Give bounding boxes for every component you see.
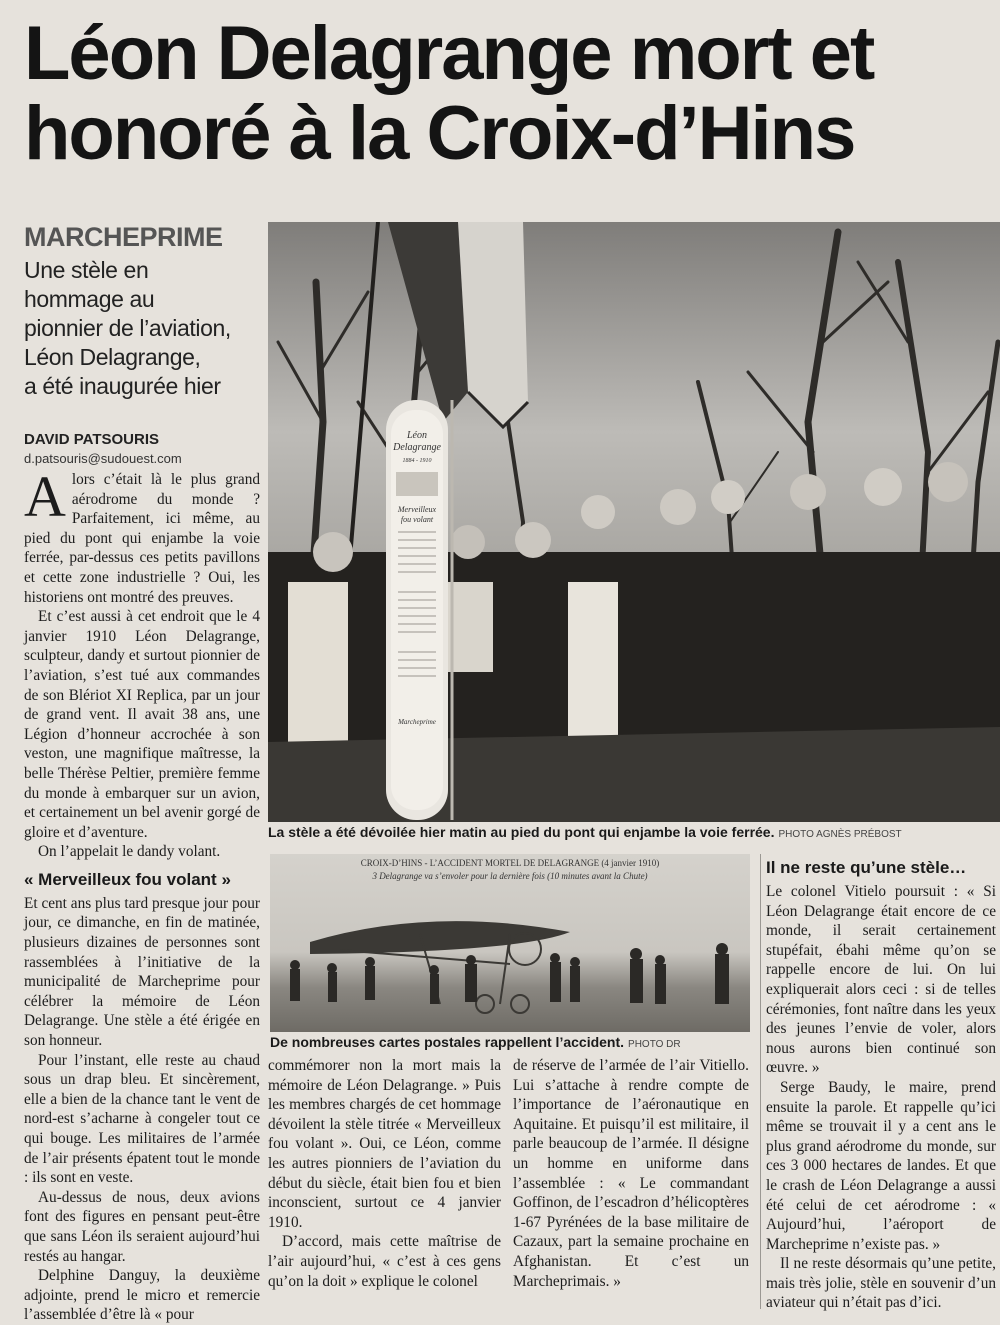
column-divider (760, 854, 761, 1309)
paragraph: Pour l’instant, elle reste au chaud sous un drap bleu. Et sincèrement, elle a bien de la chance tant le vent de nord-est s’acharne à congeler tout ce qui bouge. Les militaires de l’armée de l’air présents épatent tout le monde : ils sont en veste. (24, 1051, 260, 1187)
deck-line: hommage au (24, 286, 155, 312)
deck-line: Léon Delagrange, (24, 344, 201, 370)
postcard-photo (270, 854, 750, 1032)
article-column-4 (766, 856, 996, 1313)
paragraph: de réserve de l’armée de l’air Vitiello. Lui s’attache à rendre compte de l’importance de l’aéronautique en Aquitaine. Et puisqu’il est militaire, il parle beaucoup de l’armée. Il désigne un homme en uniforme dans l’assemblée : « Le commandant Goffinon, de l’escadron d’hélicoptères 1-67 Pyrénées de la base militaire de Cazaux, part la semaine prochaine en Afghanistan. Et c’est un Marcheprimais. » (513, 1057, 749, 1290)
postcard-subheader: 3 Delagrange va s’envoler pour la dernière fois (10 minutes avant la Chute) (372, 871, 648, 881)
headline-line-2: honoré à la Croix-d’Hins (24, 91, 855, 176)
deck-line: a été inaugurée hier (24, 373, 221, 399)
article-column-2 (268, 1056, 501, 1291)
section-kicker: MARCHEPRIME (24, 222, 223, 252)
ceremony-photo-illustration (268, 222, 1000, 822)
byline-author: DAVID PATSOURIS (24, 431, 160, 448)
dropcap: A (24, 464, 66, 529)
article-column-3 (513, 1056, 749, 1291)
headline (24, 11, 984, 176)
headline-line-1: Léon Delagrange mort et (24, 11, 874, 96)
postcard-caption (270, 1034, 681, 1050)
paragraph: Et c’est aussi à cet endroit que le 4 janvier 1910 Léon Delagrange, sculpteur, dandy et surtout pionnier de l’aviation, s’est tué aux commandes de son Blériot XI Replica, par un jour de grand vent. Il avait 38 ans, une Légion d’honneur accrochée à son veston, une magnifique maîtresse, la belle Thérèse Peltier, première femme du monde à embarquer sur un avion, et certainement un bel avenir gorgé de gloire et d’aventure. (24, 608, 260, 841)
ceremony-photo (268, 222, 1000, 822)
byline-email: d.patsouris@sudouest.com (24, 451, 182, 466)
paragraph: Il ne reste désormais qu’une petite, mais très jolie, stèle en souvenir d’un aviateur qui n’était pas d’ici. (766, 1255, 996, 1312)
postcard-illustration (270, 854, 750, 1032)
paragraph: Serge Baudy, le maire, prend ensuite la parole. Et rappelle qu’ici même se trouvait il y a cent ans le plus grand aérodrome du monde, sur ces 3 000 hectares de landes. Et que le crash de Léon Delagrange a aussi été celui de cet aérodrome : « Aujourd’hui, l’aéroport de Marcheprime n’existe pas. » (766, 1078, 996, 1253)
article-column-1 (24, 464, 260, 1325)
photo-credit: PHOTO AGNÈS PRÉBOST (778, 829, 902, 840)
deck-line: Une stèle en (24, 257, 149, 283)
paragraph: On l’appelait le dandy volant. (38, 843, 221, 861)
paragraph: D’accord, mais cette maîtrise de l’air aujourd’hui, « c’est à ces gens qu’on la doit » explique le colonel (268, 1233, 501, 1290)
stele-text: Léon (407, 430, 427, 441)
subhead: « Merveilleux fou volant » (24, 869, 231, 889)
deck (24, 256, 264, 401)
paragraph: Et cent ans plus tard presque jour pour jour, ce dimanche, en fin de matinée, plusieurs dizaines de personnes sont rassemblées à l’initiative de la municipalité de Marcheprime pour célébrer la mémoire de Léon Delagrange. Une stèle a été érigée en son honneur. (24, 894, 260, 1050)
paragraph: commémorer non la mort mais la mémoire de Léon Delagrange. » Puis les membres chargés de cet hommage dévoilent la stèle titrée « Merveilleux fou volant ». Oui, ce Léon, comme les autres pionniers de l’aviation du début du siècle, était bien fou et bien inconscient, surtout ce 4 janvier 1910. (268, 1057, 501, 1231)
caption-text: De nombreuses cartes postales rappellent l’accident. (270, 1034, 625, 1050)
deck-line: pionnier de l’aviation, (24, 315, 231, 341)
paragraph: Delphine Danguy, la deuxième adjointe, prend le micro et remercie l’assemblée d’être là « pour (24, 1267, 260, 1324)
paragraph: Alors c’était là le plus grand aérodrome du monde ? Parfaitement, ici même, au pied du pont qui enjambe la voie ferrée, par-dessus ces petits pavillons et cette zone industrielle ? Oui, les historiens ont montré des preuves. (24, 464, 260, 606)
photo-credit: PHOTO DR (628, 1039, 681, 1050)
stele-text: Delagrange (393, 442, 441, 453)
stele-text: 1884 - 1910 (402, 458, 432, 464)
caption-text: La stèle a été dévoilée hier matin au pied du pont qui enjambe la voie ferrée. (268, 824, 775, 840)
paragraph: Le colonel Vitielo poursuit : « Si Léon Delagrange était encore de ce monde, il serait certainement stupéfait, ébahi même qu’on se rappelle encore de lui. On lui expliquerait alors ceci : si de telles cérémonies, font naître dans les yeux des jeunes l’envie de voler, alors nous aurons bien continué son œuvre. » (766, 883, 996, 1077)
stele-text: fou volant (400, 515, 434, 524)
postcard-header: CROIX-D’HINS - L’ACCIDENT MORTEL DE DELAGRANGE (4 janvier 1910) (360, 858, 660, 868)
ceremony-photo-caption (268, 824, 902, 840)
stele-text: Marcheprime (398, 718, 436, 726)
subhead: Il ne reste qu’une stèle… (766, 858, 967, 877)
paragraph: Au-dessus de nous, deux avions font des figures en pensant peut-être que sans Léon ils seraient aujourd’hui restés au hangar. (24, 1188, 260, 1265)
stele-text: Merveilleux (397, 505, 437, 514)
